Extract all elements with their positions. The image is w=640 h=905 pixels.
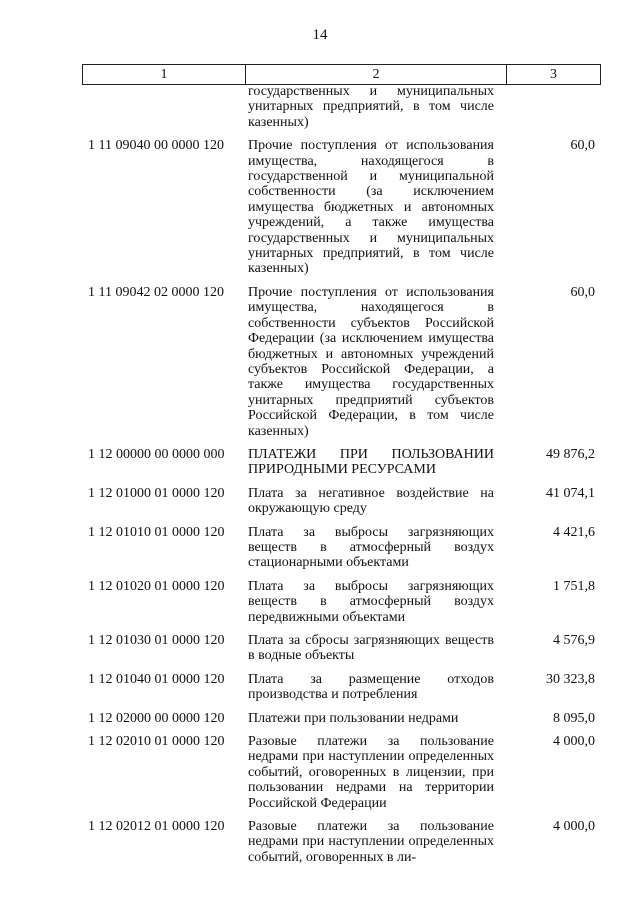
row-description: Плата за выбросы загрязняющих веществ в атмосферный воздух стационарными объектами <box>248 524 494 571</box>
row-description: Плата за негативное воздействие на окружающую среду <box>248 485 494 517</box>
row-description: Разовые платежи за пользование недрами при наступлении определенных событий, оговоренных в лицензии, при пользовании недрами на территории Российской Федерации <box>248 734 494 811</box>
table-row <box>82 711 601 726</box>
row-amount: 1 751,8 <box>553 578 595 594</box>
column-header-3: 3 <box>550 66 557 82</box>
table-row <box>82 633 601 664</box>
row-amount <box>504 84 601 130</box>
row-amount: 4 421,6 <box>553 524 595 540</box>
table-row <box>82 819 601 865</box>
row-code: 1 12 01000 01 0000 120 <box>88 485 225 501</box>
row-description: ПЛАТЕЖИ ПРИ ПОЛЬЗОВАНИИ ПРИРОДНЫМИ РЕСУРСАМИ <box>248 446 494 478</box>
row-code: 1 12 01030 01 0000 120 <box>88 633 225 648</box>
row-description: Прочие поступления от использования имущества, находящегося в собственности субъектов Российской Федерации (за исключением имущества бюджетных и автономных учреждений субъектов Российской Федерации, а также имущества государственных унитарных предприятий субъектов Российской Федерации, в том числе казенных) <box>248 284 494 439</box>
table-row <box>82 84 601 130</box>
column-header-1: 1 <box>83 65 246 84</box>
table-row <box>82 447 601 478</box>
row-code: 1 11 09040 00 0000 120 <box>88 138 224 154</box>
row-description: Плата за сбросы загрязняющих веществ в водные объекты <box>248 633 494 664</box>
table-row <box>82 579 601 625</box>
row-amount: 60,0 <box>570 138 595 154</box>
row-amount: 60,0 <box>570 284 595 300</box>
table-header <box>82 64 601 85</box>
row-code: 1 12 01020 01 0000 120 <box>88 578 225 594</box>
row-description: Прочие поступления от использования имущества, находящегося в государственной и муниципальной собственности (за исключением имущества бюджетных и автономных учреждений, а также имущества государственных и муниципальных унитарных предприятий, в том числе казенных) <box>248 138 494 277</box>
row-code: 1 12 02010 01 0000 120 <box>88 734 225 750</box>
row-amount: 4 576,9 <box>553 633 595 648</box>
table-row <box>82 525 601 571</box>
row-amount: 41 074,1 <box>546 485 595 501</box>
table-row <box>82 486 601 517</box>
row-description: Плата за размещение отходов производства и потребления <box>248 671 494 703</box>
row-description: Платежи при пользовании недрами <box>248 710 459 726</box>
table-row <box>82 285 601 439</box>
row-description: Плата за выбросы загрязняющих веществ в атмосферный воздух передвижными объектами <box>248 578 494 625</box>
table-body <box>82 84 601 865</box>
row-amount: 30 323,8 <box>546 671 595 687</box>
column-header-2: 2 <box>246 65 507 84</box>
table-row <box>82 672 601 703</box>
row-code: 1 11 09042 02 0000 120 <box>88 284 224 300</box>
row-code <box>82 84 244 130</box>
row-code: 1 12 01040 01 0000 120 <box>88 671 225 687</box>
row-amount: 4 000,0 <box>553 819 595 835</box>
row-amount: 4 000,0 <box>553 734 595 750</box>
row-amount: 8 095,0 <box>553 710 595 726</box>
row-description: государственных и муниципальных унитарных предприятий, в том числе казенных) <box>248 84 494 130</box>
row-code: 1 12 00000 00 0000 000 <box>88 446 225 462</box>
row-amount: 49 876,2 <box>546 446 595 462</box>
row-code: 1 12 02000 00 0000 120 <box>88 710 225 726</box>
row-description: Разовые платежи за пользование недрами при наступлении определенных событий, оговоренных в ли- <box>248 819 494 865</box>
table-row <box>82 138 601 277</box>
table-row <box>82 734 601 811</box>
row-code: 1 12 02012 01 0000 120 <box>88 819 225 835</box>
row-code: 1 12 01010 01 0000 120 <box>88 524 225 540</box>
page-number: 14 <box>312 27 328 43</box>
